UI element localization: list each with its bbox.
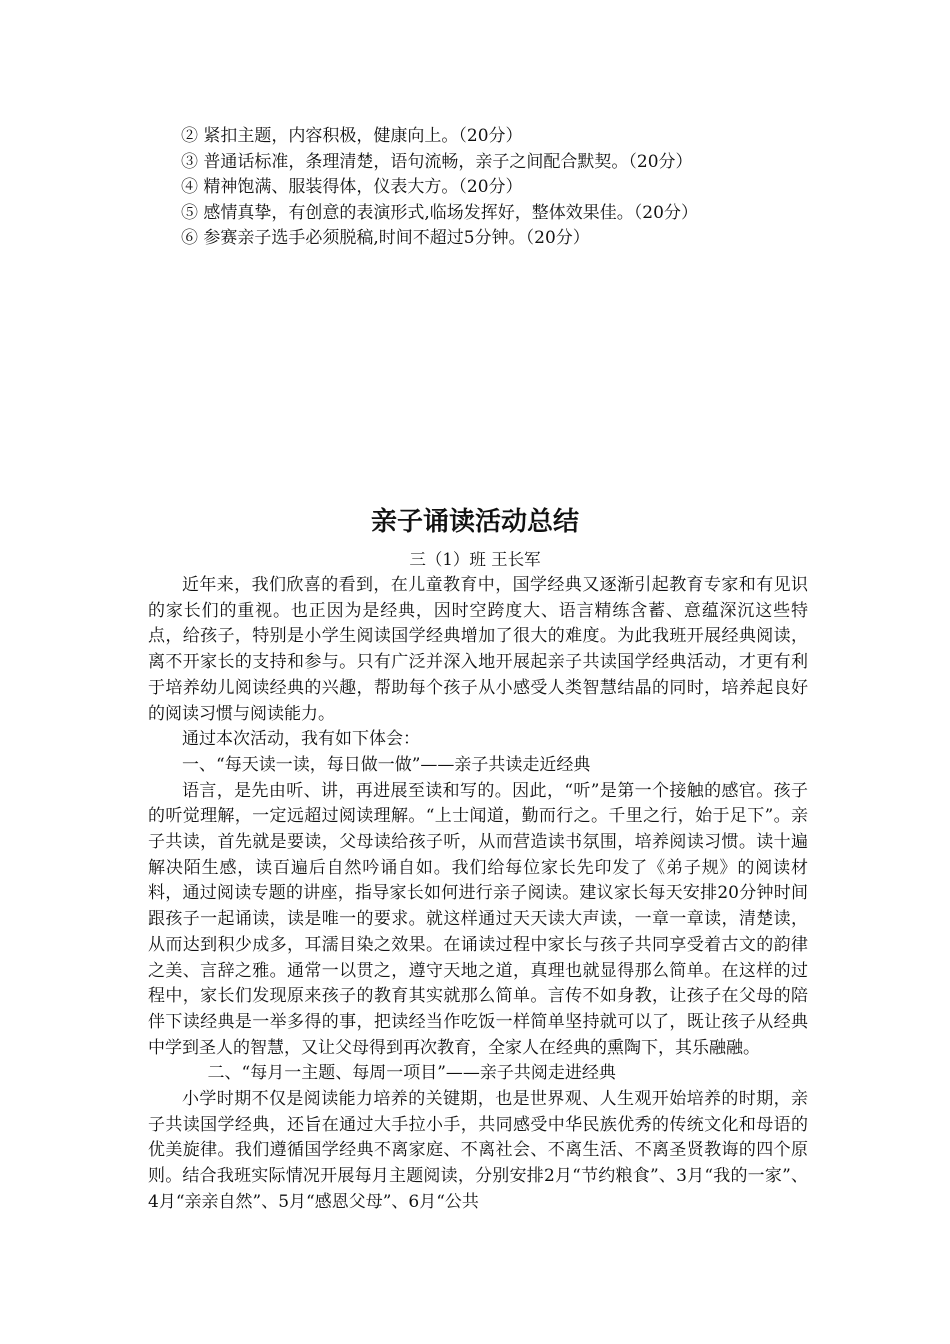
section-heading: 一、“每天读一读，每日做一做”——亲子共读走近经典 [182, 754, 591, 775]
criterion-item: ⑥ 参赛亲子选手必须脱稿,时间不超过5分钟。（20分） [181, 228, 590, 248]
criterion-item: ⑤ 感情真挚，有创意的表演形式,临场发挥好，整体效果佳。（20分） [181, 202, 698, 223]
paragraph: 语言，是先由听、讲，再进展至读和写的。因此，“听”是第一个接触的感官。孩子的听觉理解，一定远超过阅读理解。“上士闻道，勤而行之。千里之行，始于足下”。亲子共读，首先就是要读，父母读给孩子听，从而营造读书氛围，培养阅读习惯。读十遍解决陌生感，读百遍后自然吟诵自如。我们给每位家长先印发了《弟子规》的阅读材料，通过阅读专题的讲座，指导家长如何进行亲子阅读。建议家长每天安排20分钟时间跟孩子一起诵读，读是唯一的要求。就这样通过天天读大声读，一章一章读，清楚读，从而达到积少成多，耳濡目染之效果。在诵读过程中家长与孩子共同享受着古文的韵律之美、言辞之雅。通常一以贯之，遵守天地之道，真理也就显得那么简单。在这样的过程中，家长们发现原来孩子的教育其实就那么简单。言传不如身教，让孩子在父母的陪伴下读经典是一举多得的事，把读经当作吃饭一样简单坚持就可以了，既让孩子从经典中学到圣人的智慧，又让父母得到再次教育，全家人在经典的熏陶下，其乐融融。 [148, 780, 808, 1058]
criterion-item: ④ 精神饱满、服装得体，仪表大方。（20分） [181, 177, 523, 197]
criterion-item: ② 紧扣主题，内容积极，健康向上。（20分） [181, 126, 523, 146]
paragraph: 近年来，我们欣喜的看到，在儿童教育中，国学经典又逐渐引起教育专家和有见识的家长们的重视。也正因为是经典，因时空跨度大、语言精练含蓄、意蕴深沉这些特点，给孩子，特别是小学生阅读国学经典增加了很大的难度。为此我班开展经典阅读，离不开家长的支持和参与。只有广泛并深入地开展起亲子共读国学经典活动，才更有利于培养幼儿阅读经典的兴趣，帮助每个孩子从小感受人类智慧结晶的同时，培养起良好的阅读习惯与阅读能力。 [148, 575, 808, 724]
paragraph: 小学时期不仅是阅读能力培养的关键期，也是世界观、人生观开始培养的时期，亲子共读国学经典，还旨在通过大手拉小手，共同感受中华民族优秀的传统文化和母语的优美旋律。我们遵循国学经典不离家庭、不离社会、不离生活、不离圣贤教诲的四个原则。结合我班实际情况开展每月主题阅读，分别安排2月“节约粮食”、3月“我的一家”、4月“亲亲自然”、5月“感恩父母”、6月“公共 [148, 1089, 808, 1212]
criterion-item: ③ 普通话标准，条理清楚，语句流畅，亲子之间配合默契。（20分） [181, 151, 693, 172]
scoring-criteria-list [181, 124, 821, 252]
paragraph: 通过本次活动，我有如下体会： [182, 729, 420, 750]
article-title: 亲子诵读活动总结 [370, 507, 579, 537]
article-body [148, 573, 808, 1216]
article-author: 三（1）班 王长军 [409, 550, 541, 569]
section-heading: 二、“每月一主题、每周一项目”——亲子共阅走进经典 [207, 1063, 616, 1084]
